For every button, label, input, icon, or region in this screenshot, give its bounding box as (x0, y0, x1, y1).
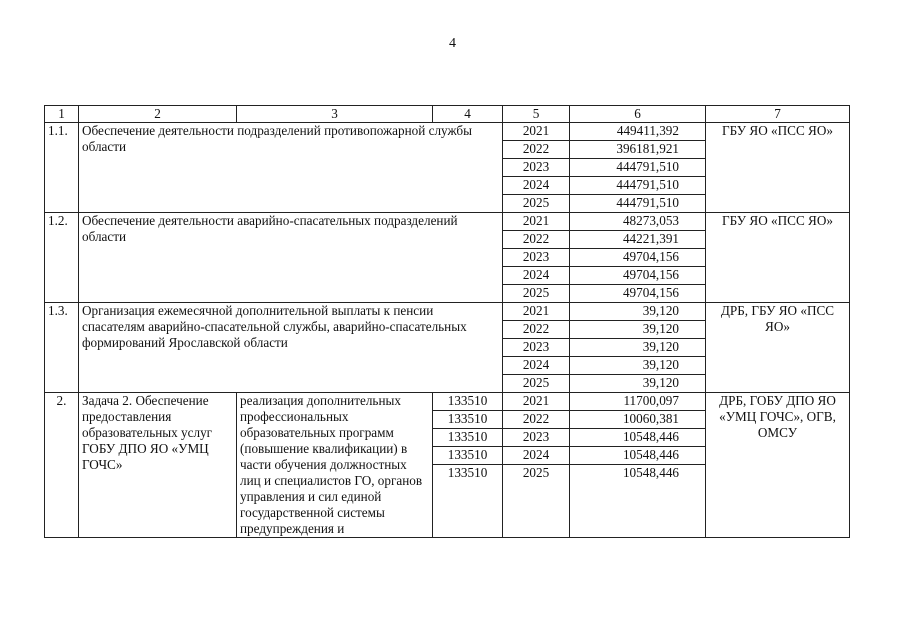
table-row (45, 213, 850, 231)
year-cell: 2025 (503, 375, 570, 393)
year-cell: 2022 (503, 321, 570, 339)
amount-cell: 444791,510 (570, 159, 706, 177)
year-cell: 2024 (503, 357, 570, 375)
table-row (45, 123, 850, 141)
code-cell: 133510 (433, 393, 503, 411)
page-number: 4 (449, 36, 456, 51)
year-cell: 2025 (503, 465, 570, 538)
header-cell: 4 (433, 106, 503, 123)
year-cell: 2024 (503, 447, 570, 465)
amount-cell: 396181,921 (570, 141, 706, 159)
amount-cell: 11700,097 (570, 393, 706, 411)
item-number: 1.1. (45, 123, 79, 213)
item-number: 1.3. (45, 303, 79, 393)
amount-cell: 444791,510 (570, 177, 706, 195)
header-cell: 2 (79, 106, 237, 123)
item-number: 2. (45, 393, 79, 538)
amount-cell: 444791,510 (570, 195, 706, 213)
amount-cell: 39,120 (570, 321, 706, 339)
year-cell: 2022 (503, 141, 570, 159)
item-number: 1.2. (45, 213, 79, 303)
amount-cell: 39,120 (570, 357, 706, 375)
amount-cell: 10548,446 (570, 465, 706, 538)
year-cell: 2023 (503, 429, 570, 447)
item-description: Обеспечение деятельности аварийно-спасательных подразделений области (79, 213, 503, 303)
header-row (45, 106, 850, 123)
code-cell: 133510 (433, 411, 503, 429)
task-name: Задача 2. Обеспечение предоставления образовательных услуг ГОБУ ДПО ЯО «УМЦ ГОЧС» (79, 393, 237, 538)
year-cell: 2022 (503, 231, 570, 249)
table-row (45, 393, 850, 411)
code-cell: 133510 (433, 429, 503, 447)
year-cell: 2021 (503, 123, 570, 141)
task-activity: реализация дополнительных профессиональных образовательных программ (повышение квалификации) в части обучения должностных лиц и специалистов ГО, органов управления и сил единой государственной системы предупреждения и (237, 393, 433, 538)
amount-cell: 39,120 (570, 375, 706, 393)
responsible-cell: ГБУ ЯО «ПСС ЯО» (706, 213, 850, 303)
year-cell: 2021 (503, 393, 570, 411)
year-cell: 2023 (503, 339, 570, 357)
amount-cell: 39,120 (570, 339, 706, 357)
amount-cell: 44221,391 (570, 231, 706, 249)
amount-cell: 10548,446 (570, 429, 706, 447)
amount-cell: 49704,156 (570, 249, 706, 267)
year-cell: 2023 (503, 159, 570, 177)
year-cell: 2025 (503, 195, 570, 213)
responsible-cell: ДРБ, ГБУ ЯО «ПСС ЯО» (706, 303, 850, 393)
responsible-cell: ДРБ, ГОБУ ДПО ЯО «УМЦ ГОЧС», ОГВ, ОМСУ (706, 393, 850, 538)
code-cell: 133510 (433, 447, 503, 465)
item-description: Обеспечение деятельности подразделений противопожарной службы области (79, 123, 503, 213)
header-cell: 1 (45, 106, 79, 123)
table-row (45, 303, 850, 321)
header-cell: 7 (706, 106, 850, 123)
amount-cell: 10060,381 (570, 411, 706, 429)
amount-cell: 449411,392 (570, 123, 706, 141)
header-cell: 5 (503, 106, 570, 123)
code-cell: 133510 (433, 465, 503, 538)
responsible-cell: ГБУ ЯО «ПСС ЯО» (706, 123, 850, 213)
header-cell: 6 (570, 106, 706, 123)
year-cell: 2021 (503, 303, 570, 321)
item-description: Организация ежемесячной дополнительной выплаты к пенсии спасателям аварийно-спасательной службы, аварийно-спасательных формирований Ярославской области (79, 303, 503, 393)
amount-cell: 48273,053 (570, 213, 706, 231)
year-cell: 2022 (503, 411, 570, 429)
year-cell: 2024 (503, 267, 570, 285)
amount-cell: 49704,156 (570, 267, 706, 285)
year-cell: 2024 (503, 177, 570, 195)
year-cell: 2025 (503, 285, 570, 303)
amount-cell: 39,120 (570, 303, 706, 321)
budget-table (44, 105, 850, 538)
amount-cell: 10548,446 (570, 447, 706, 465)
amount-cell: 49704,156 (570, 285, 706, 303)
header-cell: 3 (237, 106, 433, 123)
year-cell: 2023 (503, 249, 570, 267)
year-cell: 2021 (503, 213, 570, 231)
